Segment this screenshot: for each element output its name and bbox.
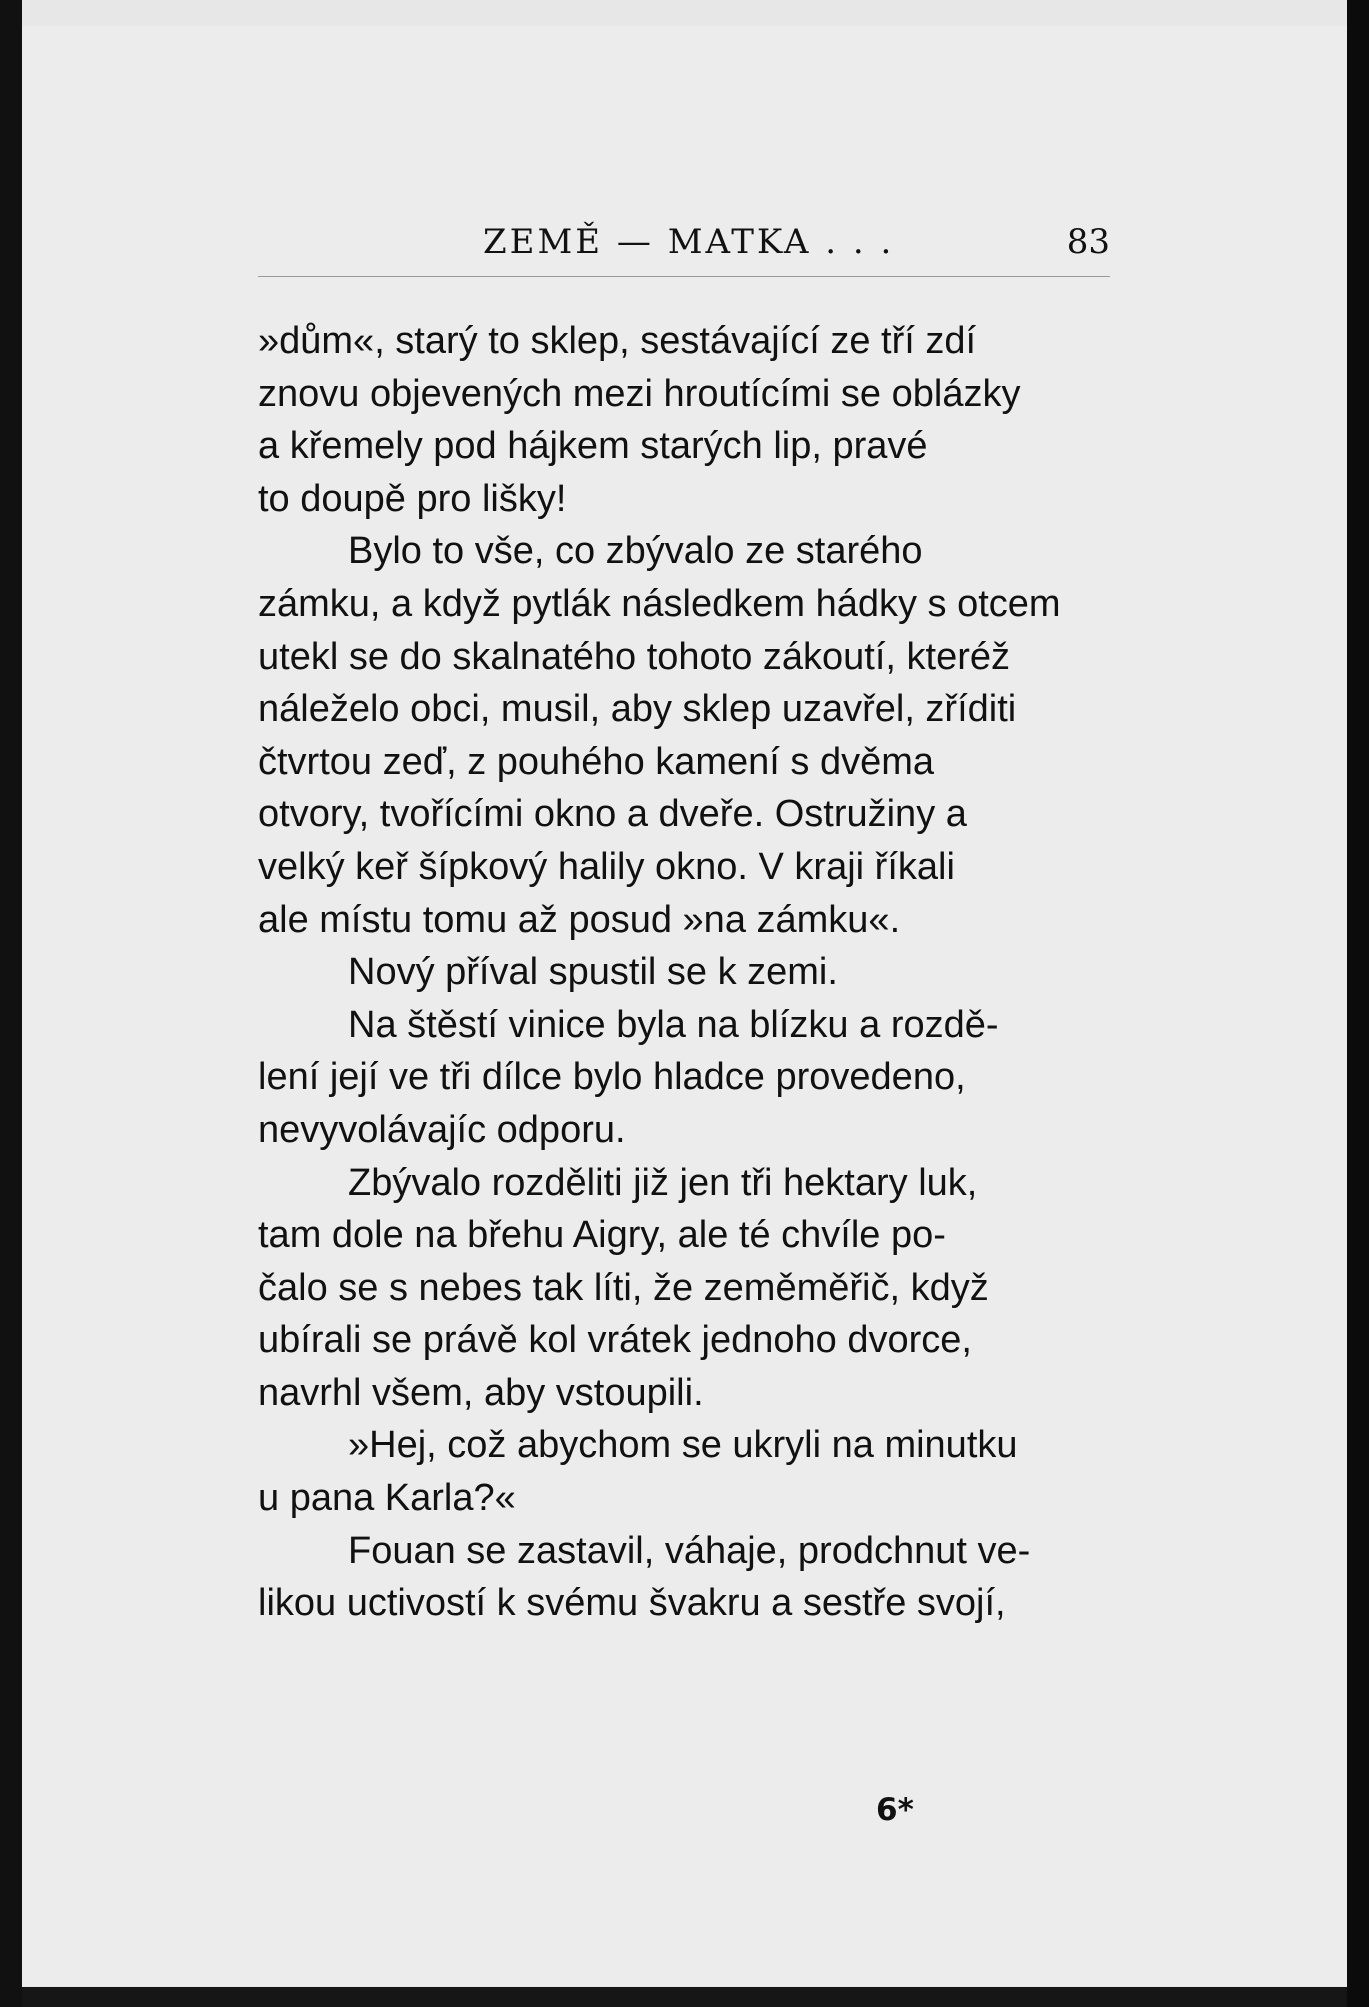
page-edge-right — [1347, 0, 1369, 2007]
text-line-25: likou uctivostí k svému švakru a sestře svojí, — [258, 1582, 1006, 1625]
text-line-23: u pana Karla?« — [258, 1477, 516, 1520]
text-line-12: ale místu tomu až posud »na zámku«. — [258, 898, 901, 941]
page-bottom-shadow — [22, 1987, 1347, 2007]
text-line-15: lení její ve tři dílce bylo hladce provedeno, — [258, 1056, 966, 1099]
text-line-11: velký keř šípkový halily okno. V kraji říkali — [258, 845, 955, 888]
text-line-2: znovu objevených mezi hroutícími se oblázky — [258, 372, 1021, 415]
text-line-6: zámku, a když pytlák následkem hádky s otcem — [258, 582, 1061, 625]
running-head — [258, 222, 1110, 272]
text-line-4: to doupě pro lišky! — [258, 477, 567, 520]
text-line-20: ubírali se právě kol vrátek jednoho dvorce, — [258, 1319, 972, 1362]
text-line-1: »dům«, starý to sklep, sestávající ze tří zdí — [258, 320, 977, 362]
text-line-5: Bylo to vše, co zbývalo ze starého — [348, 530, 923, 573]
text-line-24: Fouan se zastavil, váhaje, prodchnut ve- — [348, 1529, 1031, 1572]
text-line-8: náleželo obci, musil, aby sklep uzavřel, zříditi — [258, 688, 1017, 731]
text-line-22: »Hej, což abychom se ukryli na minutku — [348, 1424, 1018, 1467]
signature-mark: 6* — [876, 1792, 914, 1828]
text-line-7: utekl se do skalnatého tohoto zákoutí, kteréž — [258, 635, 1011, 678]
text-line-21: navrhl všem, aby vstoupili. — [258, 1371, 704, 1414]
text-line-3: a křemely pod hájkem starých lip, pravé — [258, 425, 928, 468]
text-line-13: Nový příval spustil se k zemi. — [348, 951, 838, 994]
text-line-10: otvory, tvořícími okno a dveře. Ostružiny a — [258, 793, 967, 836]
text-line-9: čtvrtou zeď, z pouhého kamení s dvěma — [258, 740, 935, 783]
running-title: ZEMĚ — MATKA . . . — [483, 222, 895, 262]
page-edge-left — [0, 0, 22, 2007]
header-rule — [258, 276, 1110, 277]
body-text — [258, 315, 1110, 1630]
text-line-16: nevyvolávajíc odporu. — [258, 1108, 626, 1151]
text-line-18: tam dole na břehu Aigry, ale té chvíle po- — [258, 1214, 946, 1257]
text-line-14: Na štěstí vinice byla na blízku a rozdě- — [348, 1003, 999, 1046]
text-line-17: Zbývalo rozděliti již jen tři hektary luk, — [348, 1161, 978, 1204]
page-number: 83 — [1066, 222, 1110, 262]
text-line-19: čalo se s nebes tak líti, že zeměměřič, když — [258, 1266, 989, 1309]
